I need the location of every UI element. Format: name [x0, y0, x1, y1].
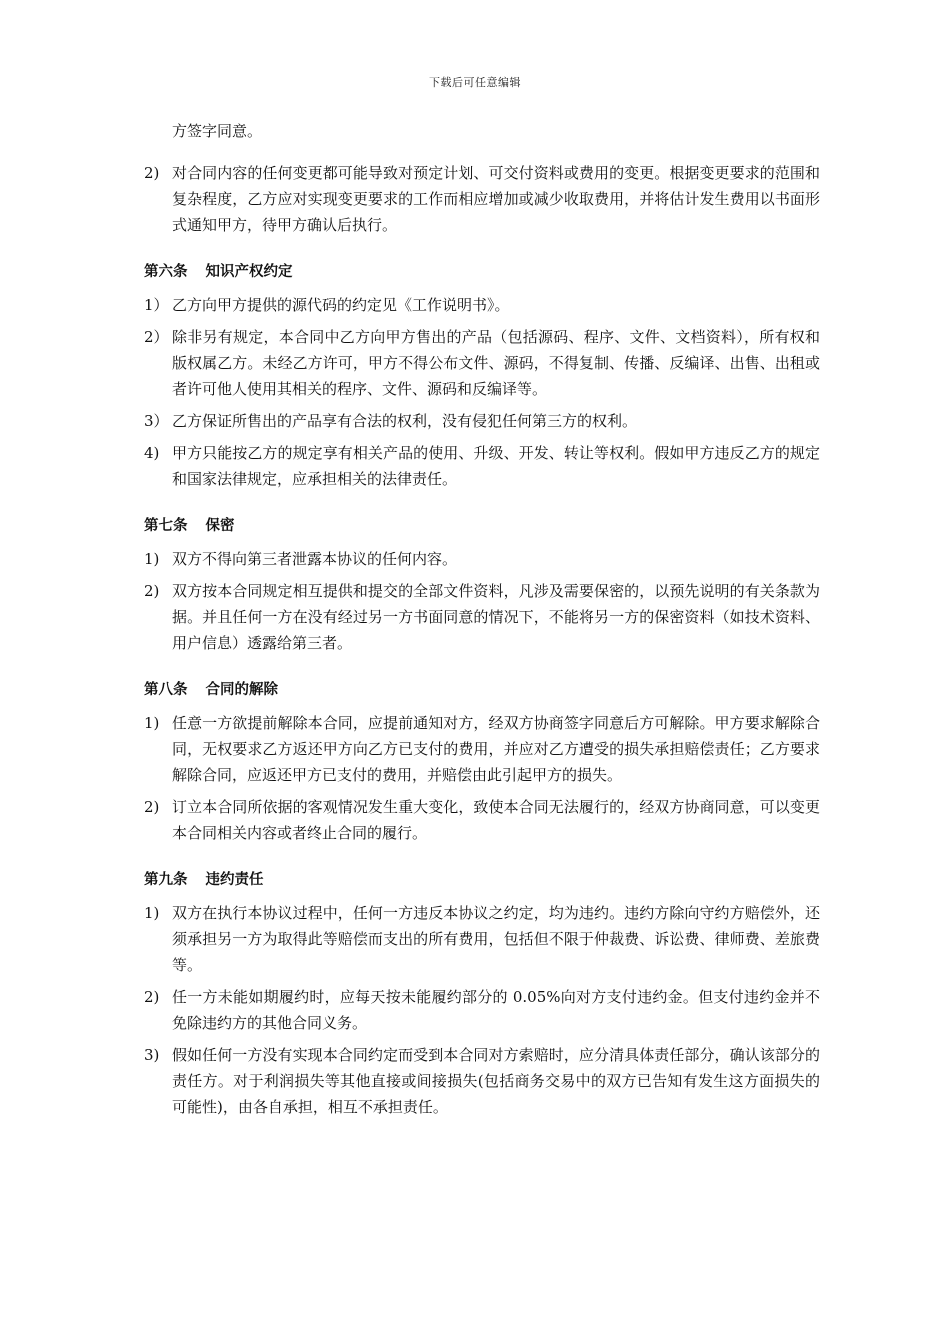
list-item — [144, 160, 820, 238]
section-intellectual-property — [144, 260, 820, 492]
item-number: 1） — [144, 296, 169, 314]
section-number: 第八条 — [144, 682, 188, 698]
section-liability — [144, 868, 820, 1120]
item-text: 任意一方欲提前解除本合同，应提前通知对方，经双方协商签字同意后方可解除。甲方要求解除合同，无权要求乙方返还甲方向乙方已支付的费用，并应对乙方遭受的损失承担赔偿责任；乙方要求解除合同，应返还甲方已支付的费用，并赔偿由此引起甲方的损失。 — [172, 714, 820, 784]
section-termination — [144, 678, 820, 846]
item-number: 1) — [144, 904, 160, 922]
section-heading — [144, 868, 820, 892]
item-number: 3) — [144, 1046, 160, 1064]
item-text: 订立本合同所依据的客观情况发生重大变化，致使本合同无法履行的，经双方协商同意，可以变更本合同相关内容或者终止合同的履行。 — [172, 798, 820, 842]
item-number: 1) — [144, 714, 160, 732]
item-number: 2） — [144, 328, 169, 346]
list-item — [144, 578, 820, 656]
section-number: 第七条 — [144, 518, 188, 534]
page-header: 下载后可任意编辑 — [429, 76, 521, 89]
item-text: 甲方只能按乙方的规定享有相关产品的使用、升级、开发、转让等权利。假如甲方违反乙方的规定和国家法律规定，应承担相关的法律责任。 — [172, 444, 820, 488]
item-text: 对合同内容的任何变更都可能导致对预定计划、可交付资料或费用的变更。根据变更要求的范围和复杂程度，乙方应对实现变更要求的工作而相应增加或减少收取费用，并将估计发生费用以书面形式通知甲方，待甲方确认后执行。 — [172, 164, 820, 234]
list-item — [144, 292, 820, 318]
item-text: 乙方向甲方提供的源代码的约定见《工作说明书》。 — [172, 296, 510, 314]
item-number: 4) — [144, 444, 160, 462]
section-title: 知识产权约定 — [205, 264, 293, 280]
item-text: 乙方保证所售出的产品享有合法的权利，没有侵犯任何第三方的权利。 — [172, 412, 638, 430]
item-number: 2) — [144, 798, 160, 816]
section-heading — [144, 678, 820, 702]
item-number: 2) — [144, 988, 160, 1006]
item-text: 假如任何一方没有实现本合同约定而受到本合同对方索赔时，应分清具体责任部分，确认该部分的责任方。对于利润损失等其他直接或间接损失(包括商务交易中的双方已告知有发生这方面损失的可能性)，由各自承担，相互不承担责任。 — [172, 1046, 820, 1116]
list-item — [144, 710, 820, 788]
item-number: 1) — [144, 550, 160, 568]
list-item — [144, 1042, 820, 1120]
list-item — [144, 546, 820, 572]
list-item — [144, 324, 820, 402]
item-text: 任一方未能如期履约时，应每天按未能履约部分的 0.05%向对方支付违约金。但支付违约金并不免除违约方的其他合同义务。 — [172, 988, 820, 1032]
section-title: 合同的解除 — [205, 682, 278, 698]
continuation-text: 方签字同意。 — [172, 122, 263, 140]
item-number: 3） — [144, 412, 169, 430]
item-text: 双方不得向第三者泄露本协议的任何内容。 — [172, 550, 458, 568]
section-confidentiality — [144, 514, 820, 656]
item-number: 2) — [144, 164, 160, 182]
section-number: 第九条 — [144, 872, 188, 888]
item-text: 双方按本合同规定相互提供和提交的全部文件资料，凡涉及需要保密的，以预先说明的有关条款为据。并且任何一方在没有经过另一方书面同意的情况下，不能将另一方的保密资料（如技术资料、用户信息）透露给第三者。 — [172, 582, 820, 652]
item-text: 除非另有规定，本合同中乙方向甲方售出的产品（包括源码、程序、文件、文档资料），所有权和版权属乙方。未经乙方许可，甲方不得公布文件、源码，不得复制、传播、反编译、出售、出租或者许可他人使用其相关的程序、文件、源码和反编译等。 — [172, 328, 820, 398]
list-item — [144, 900, 820, 978]
item-number: 2) — [144, 582, 160, 600]
list-item — [144, 794, 820, 846]
section-title: 保密 — [205, 518, 235, 534]
list-item — [144, 440, 820, 492]
section-heading — [144, 260, 820, 284]
item-text: 双方在执行本协议过程中，任何一方违反本协议之约定，均为违约。违约方除向守约方赔偿外，还须承担另一方为取得此等赔偿而支出的所有费用，包括但不限于仲裁费、诉讼费、律师费、差旅费等。 — [172, 904, 820, 974]
section-title: 违约责任 — [205, 872, 264, 888]
section-number: 第六条 — [144, 264, 188, 280]
list-item — [144, 984, 820, 1036]
list-item — [144, 408, 820, 434]
section-heading — [144, 514, 820, 538]
document-body — [144, 118, 820, 1126]
